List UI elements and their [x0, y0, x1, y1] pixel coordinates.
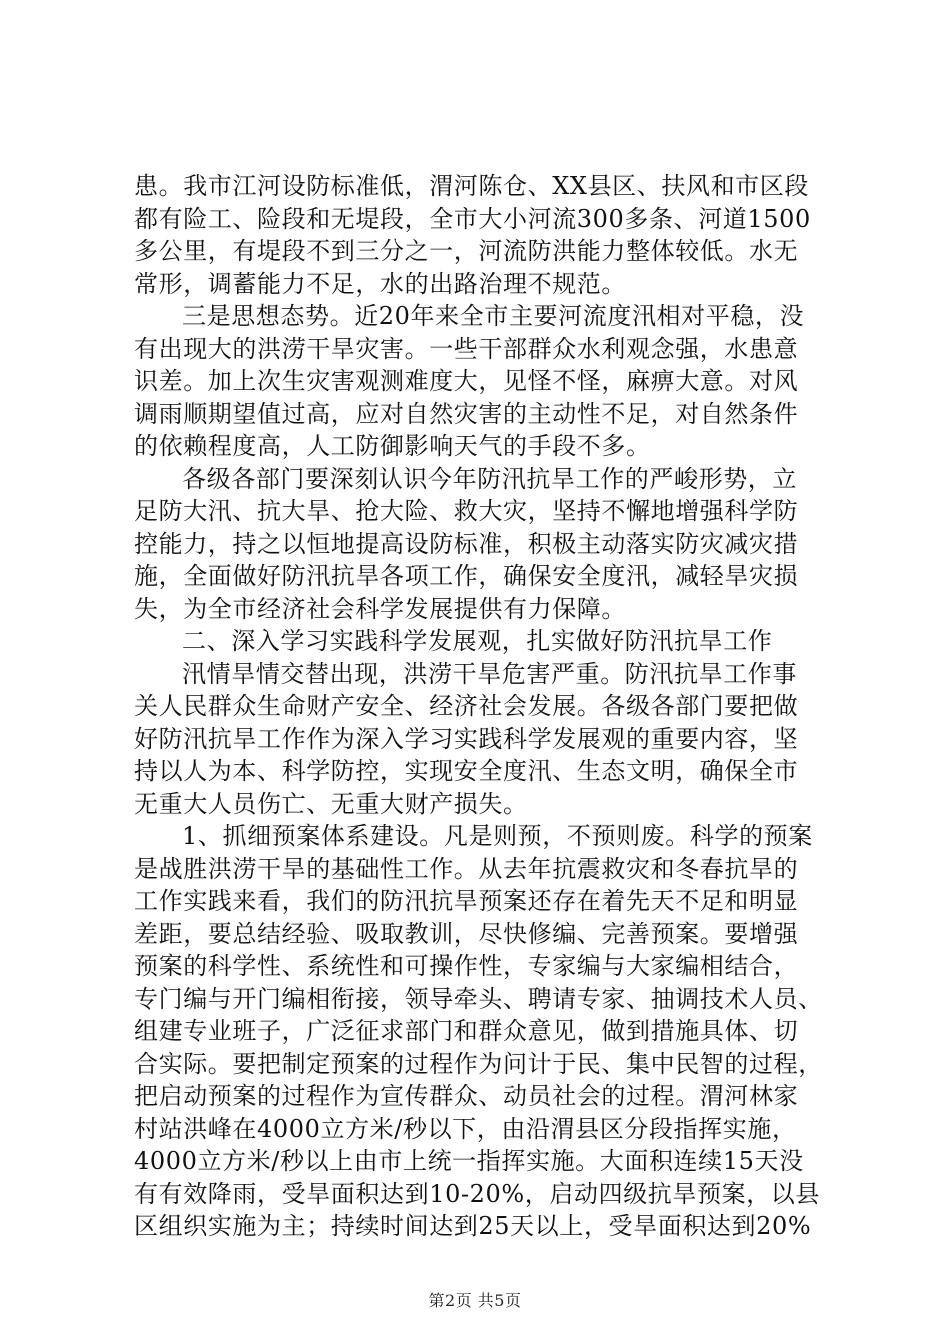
text-line: 失，为全市经济社会科学发展提供有力保障。: [134, 594, 626, 623]
text-line: 预案的科学性、系统性和可操作性，专家编与大家编相结合，: [134, 952, 799, 980]
text-line: 患。我市江河设防标准低，渭河陈仓、XX县区、扶风和市区段: [134, 172, 809, 200]
text-line: 足防大汛、抗大旱、抢大险、救大灾，坚持不懈地增强科学防: [134, 497, 799, 525]
text-line: 好防汛抗旱工作作为深入学习实践科学发展观的重要内容，坚: [134, 724, 799, 753]
body-text: [134, 170, 834, 1243]
text-line: 专门编与开门编相衔接，领导牵头、聘请专家、抽调技术人员、: [134, 984, 823, 1013]
text-line: 常形，调蓄能力不足，水的出路治理不规范。: [134, 269, 626, 298]
text-line: 都有险工、险段和无堤段，全市大小河流300多条、河道1500: [134, 204, 811, 233]
text-line: 区组织实施为主；持续时间达到25天以上，受旱面积达到20%: [134, 1212, 812, 1240]
text-line: 工作实践来看，我们的防汛抗旱预案还存在着先天不足和明显: [134, 887, 799, 915]
text-line: 村站洪峰在4000立方米/秒以下，由沿渭县区分段指挥实施，: [134, 1114, 797, 1143]
text-line: 有出现大的洪涝干旱灾害。一些干部群众水利观念强，水患意: [134, 334, 799, 363]
text-line: 多公里，有堤段不到三分之一，河流防洪能力整体较低。水无: [134, 237, 799, 265]
paragraph-start-line: 1、抓细预案体系建设。凡是则预，不预则废。科学的预案: [182, 822, 813, 850]
text-line: 差距，要总结经验、吸取教训，尽快修编、完善预案。要增强: [134, 919, 799, 948]
text-line: 是战胜洪涝干旱的基础性工作。从去年抗震救灾和冬春抗旱的: [134, 854, 799, 883]
text-line: 把启动预案的过程作为宣传群众、动员社会的过程。渭河林家: [134, 1082, 799, 1110]
text-line: 施，全面做好防汛抗旱各项工作，确保安全度汛，减轻旱灾损: [134, 562, 799, 590]
text-line: 的依赖程度高，人工防御影响天气的手段不多。: [134, 432, 651, 460]
page-number-footer: 第2页 共5页: [428, 1291, 522, 1310]
section-heading: 二、深入学习实践科学发展观，扎实做好防汛抗旱工作: [182, 627, 773, 655]
text-line: 识差。加上次生灾害观测难度大，见怪不怪，麻痹大意。对风: [134, 367, 799, 395]
text-line: 关人民群众生命财产安全、经济社会发展。各级各部门要把做: [134, 692, 799, 720]
text-line: 合实际。要把制定预案的过程作为问计于民、集中民智的过程，: [134, 1049, 823, 1078]
text-line: 调雨顺期望值过高，应对自然灾害的主动性不足，对自然条件: [134, 399, 799, 428]
text-line: 无重大人员伤亡、无重大财产损失。: [134, 789, 528, 818]
text-line: 有有效降雨，受旱面积达到10-20%，启动四级抗旱预案，以县: [134, 1179, 820, 1208]
paragraph-start-line: 汛情旱情交替出现，洪涝干旱危害严重。防汛抗旱工作事: [182, 659, 797, 688]
paragraph-start-line: 三是思想态势。近20年来全市主要河流度汛相对平稳，没: [182, 302, 805, 330]
paragraph-start-line: 各级各部门要深刻认识今年防汛抗旱工作的严峻形势，立: [182, 464, 797, 493]
text-line: 4000立方米/秒以上由市上统一指挥实施。大面积连续15天没: [134, 1147, 804, 1175]
text-line: 组建专业班子，广泛征求部门和群众意见，做到措施具体、切: [134, 1017, 799, 1045]
text-line: 持以人为本、科学防控，实现安全度汛、生态文明，确保全市: [134, 757, 799, 785]
text-line: 控能力，持之以恒地提高设防标准，积极主动落实防灾减灾措: [134, 529, 799, 558]
